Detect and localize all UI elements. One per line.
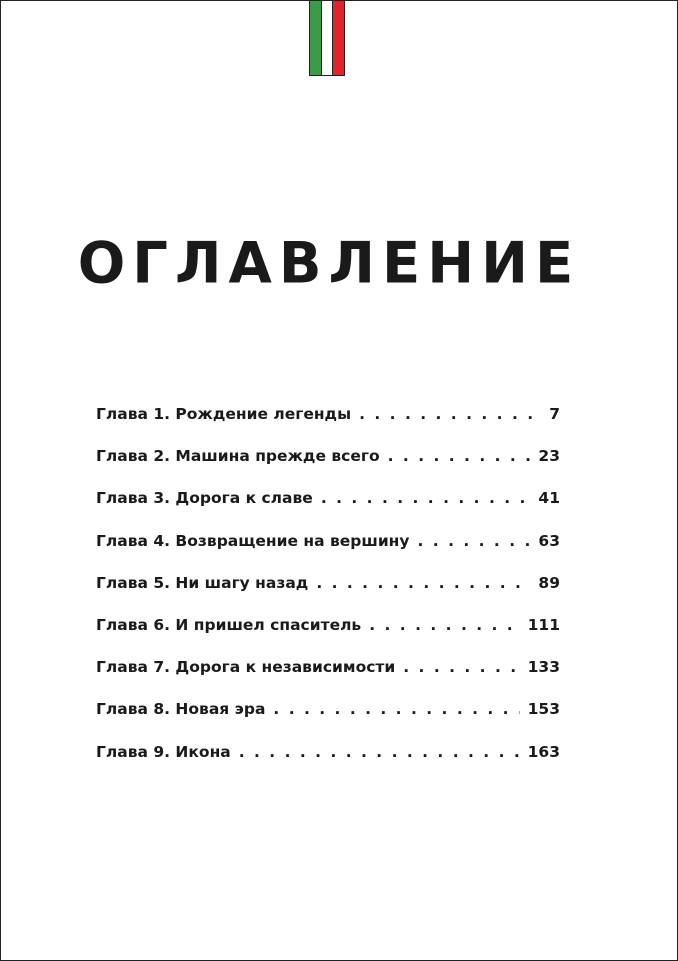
toc-dot-leader xyxy=(321,489,531,507)
toc-entry-title: Глава 5. Ни шагу назад xyxy=(96,573,309,592)
toc-entry-page: 153 xyxy=(527,700,560,719)
toc-dot-leader xyxy=(403,658,519,676)
toc-entry-title: Глава 2. Машина прежде всего xyxy=(96,447,380,466)
toc-entry-page: 89 xyxy=(538,573,560,592)
toc-entry[interactable] xyxy=(96,743,560,785)
table-of-contents xyxy=(96,405,560,785)
toc-entry-page: 7 xyxy=(549,405,560,423)
toc-entry-page: 63 xyxy=(538,531,560,550)
flag-stripe-green xyxy=(310,1,321,75)
toc-entry[interactable] xyxy=(96,574,560,616)
toc-dot-leader xyxy=(273,700,519,718)
toc-entry[interactable] xyxy=(96,532,560,574)
toc-entry-title: Глава 9. Икона xyxy=(96,742,231,761)
toc-entry-title: Глава 4. Возвращение на вершину xyxy=(96,531,410,550)
toc-entry[interactable] xyxy=(96,700,560,742)
toc-dot-leader xyxy=(418,532,531,550)
toc-entry-page: 41 xyxy=(538,489,560,508)
page-title: ОГЛАВЛЕНИЕ xyxy=(77,230,581,297)
toc-entry-page: 163 xyxy=(527,742,560,761)
italian-flag-ribbon xyxy=(309,1,345,76)
flag-stripe-white xyxy=(321,1,334,75)
toc-entry[interactable] xyxy=(96,616,560,658)
toc-entry[interactable] xyxy=(96,447,560,489)
toc-entry[interactable] xyxy=(96,405,560,447)
toc-dot-leader xyxy=(359,405,541,423)
toc-entry-title: Глава 7. Дорога к независимости xyxy=(96,658,396,677)
toc-entry-title: Глава 8. Новая эра xyxy=(96,700,266,719)
toc-dot-leader xyxy=(388,447,531,465)
toc-dot-leader xyxy=(316,574,530,592)
toc-entry[interactable] xyxy=(96,658,560,700)
toc-entry-title: Глава 3. Дорога к славе xyxy=(96,489,313,508)
flag-stripe-red xyxy=(333,1,344,75)
toc-entry[interactable] xyxy=(96,489,560,531)
toc-entry-page: 23 xyxy=(538,447,560,466)
toc-dot-leader xyxy=(369,616,519,634)
toc-dot-leader xyxy=(239,743,520,761)
toc-entry-page: 133 xyxy=(527,658,560,677)
toc-entry-page: 111 xyxy=(527,615,560,634)
toc-entry-title: Глава 6. И пришел спаситель xyxy=(96,615,362,634)
toc-entry-title: Глава 1. Рождение легенды xyxy=(96,405,352,423)
